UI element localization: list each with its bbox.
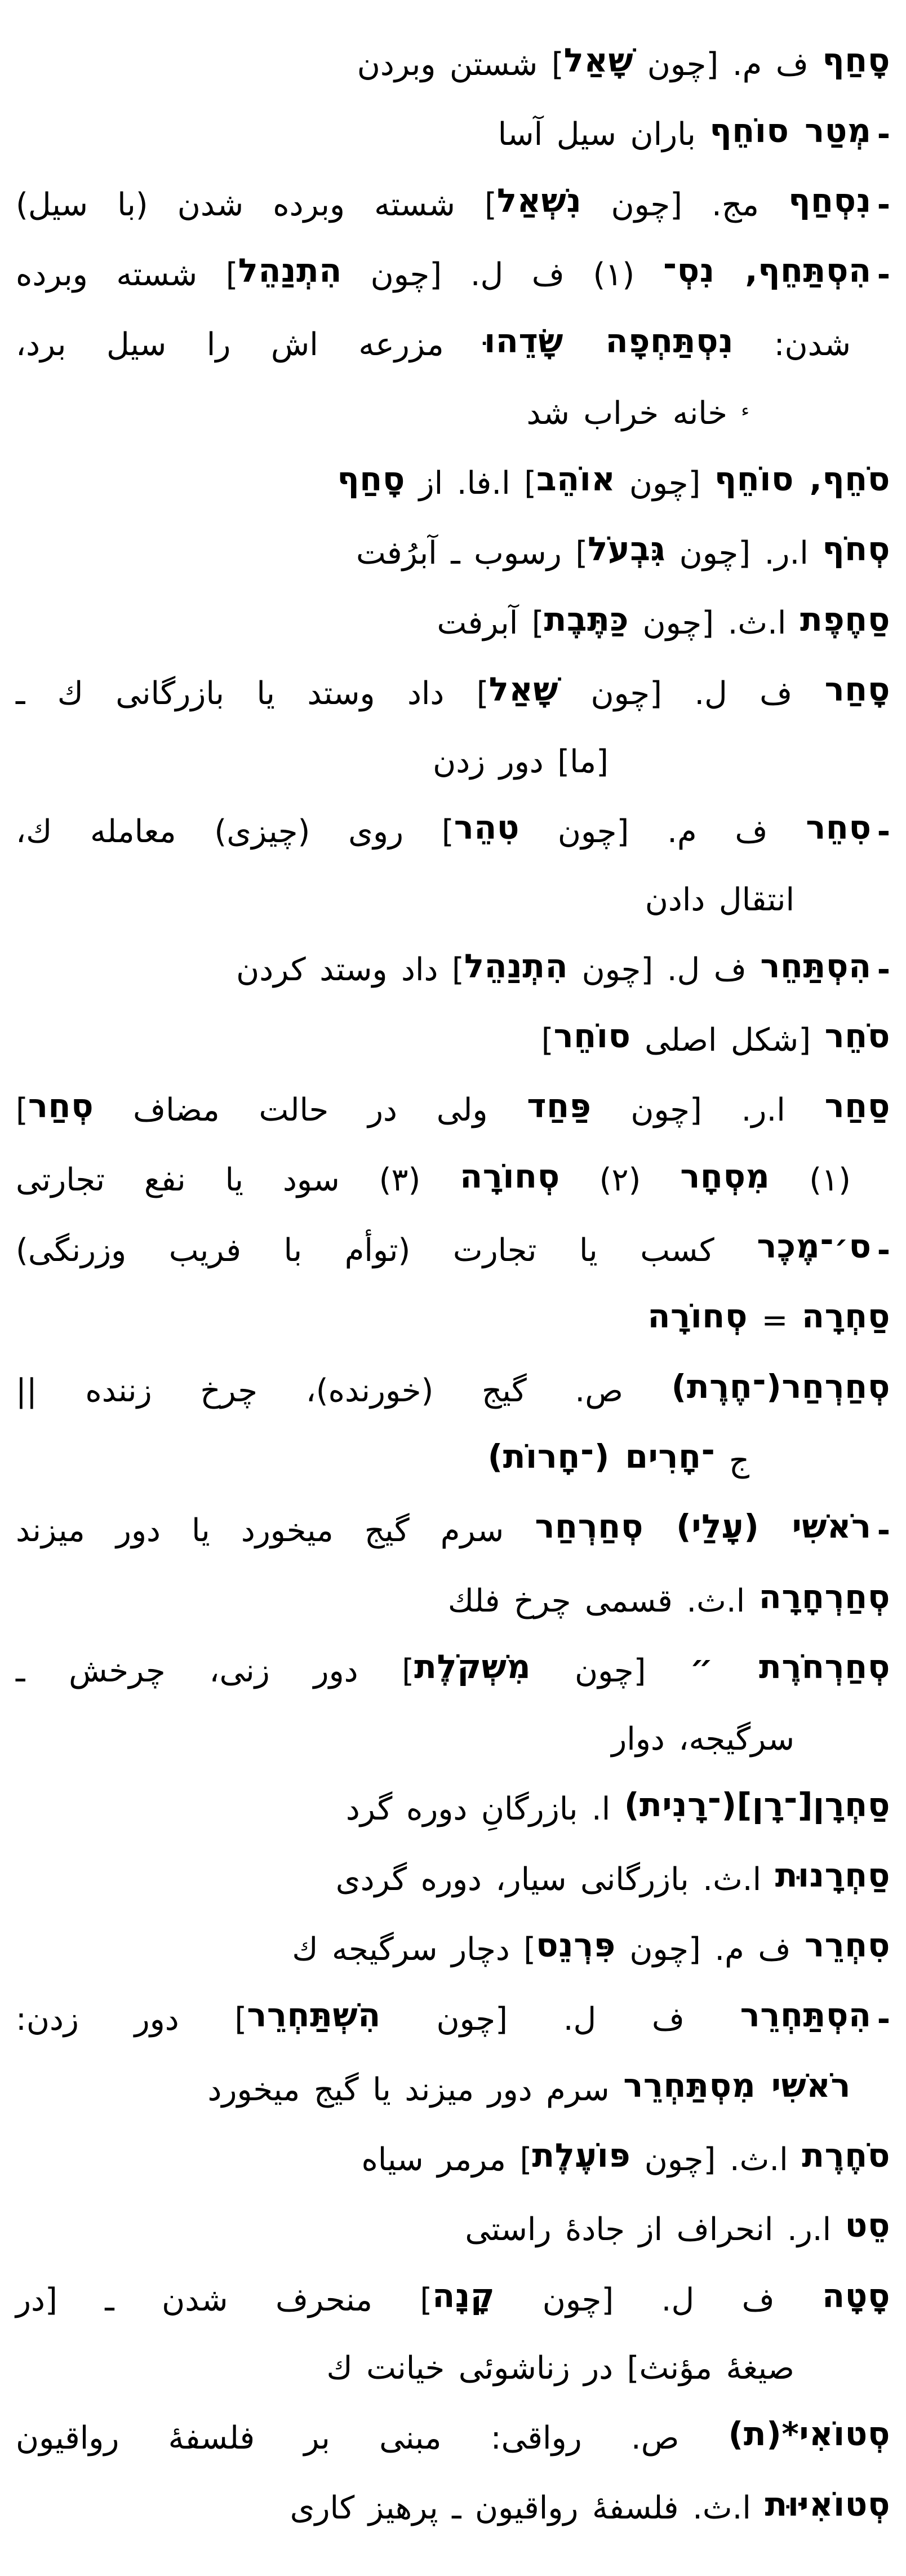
dictionary-line <box>16 458 890 507</box>
persian-text: ف ل. [چون <box>380 2001 740 2038</box>
hebrew-text: נִסְחַף <box>788 181 872 220</box>
dictionary-line <box>16 1646 890 1695</box>
hebrew-text: מְטַר סוֹחֵף <box>709 111 872 150</box>
persian-text: باران سيل آسا <box>498 116 710 153</box>
persian-text: (۱) ف ل. [چون <box>341 256 663 294</box>
persian-text: ] رسوب ـ آبرُفت <box>356 535 588 572</box>
hebrew-text: טִהֵר <box>454 808 520 847</box>
hebrew-text: סוֹחֵר <box>553 1016 631 1055</box>
persian-text: ف ل. [چون <box>558 675 825 712</box>
persian-text: ا.ث. بازرگانى سيار، دوره گردى <box>335 1861 775 1898</box>
persian-text: ] داد وستد كردن <box>236 951 464 989</box>
dictionary-line <box>16 180 890 229</box>
dictionary-line <box>16 320 890 369</box>
persian-text: خانه خراب شد <box>526 395 741 432</box>
persian-text: ] آبرفت <box>437 605 544 642</box>
entry-dash-marker: - <box>877 186 891 223</box>
hebrew-text: סְחֹף <box>822 530 890 569</box>
dictionary-line <box>16 2065 890 2114</box>
dictionary-line <box>16 1436 890 1485</box>
hebrew-text: סָחַף <box>822 41 890 80</box>
persian-text: (۱) <box>770 1162 851 1199</box>
hebrew-text: סְטוֹאִיּוּת <box>765 2485 890 2524</box>
hebrew-text: סָחַר <box>824 670 890 709</box>
hebrew-text: סֹחֶרֶת <box>802 2136 890 2175</box>
hebrew-text: ־חָרִים (־חָרוֹת) <box>487 1437 716 1476</box>
persian-text: (۲) <box>559 1162 681 1199</box>
dictionary-line <box>16 1155 890 1204</box>
hebrew-text: הִסְתַּחֵף, נִסְ־ <box>663 251 872 290</box>
hebrew-text: שָׁאַל <box>488 670 559 709</box>
dictionary-line <box>16 1576 890 1625</box>
persian-text: ] <box>16 1092 28 1129</box>
dictionary-line <box>16 1015 890 1064</box>
hebrew-text: הִסְתַּחְרֵר <box>740 1996 872 2035</box>
dictionary-line <box>16 390 890 437</box>
hebrew-text: סִחֵר <box>806 808 872 847</box>
persian-text: ا.ر. [چون <box>591 1092 825 1129</box>
hebrew-text: סְחַר <box>28 1087 94 1126</box>
dictionary-line <box>16 39 890 88</box>
hebrew-text: סְחַרְחָרָה <box>758 1577 890 1616</box>
persian-text: سرم دور ميزند يا گيج ميخورد <box>207 2071 624 2108</box>
dictionary-line <box>16 2135 890 2184</box>
dictionary-line <box>16 1295 890 1344</box>
hebrew-text: כַּתֶּבֶת <box>544 600 629 639</box>
persian-text: [چون <box>615 464 714 502</box>
hebrew-text: נִשְׁאַל <box>496 181 582 220</box>
persian-text: ] روى (چيزى) معامله ك، <box>16 813 454 851</box>
dictionary-line <box>16 807 890 856</box>
entry-dash-marker: - <box>877 951 890 989</box>
hebrew-text: סַחַר <box>824 1087 890 1126</box>
persian-text: صيغهٔ مؤنث] در زناشوئى خيانت ك <box>326 2349 794 2387</box>
persian-text: ] دور زدن: <box>16 2001 247 2038</box>
entry-dash-marker: - <box>877 1232 890 1269</box>
persian-text: ف م. [چون <box>519 813 806 851</box>
persian-text: ا.ر. انحراف از جادهٔ راستى <box>465 2211 845 2249</box>
persian-text: ا. بازرگانِ دوره گرد <box>345 1791 624 1828</box>
dictionary-line <box>16 1924 890 1973</box>
dictionary-line <box>16 1366 890 1415</box>
persian-text: ف م. [چون <box>633 46 823 83</box>
entry-dash-marker: - <box>877 2001 890 2038</box>
persian-text: ] شسته وبرده <box>16 256 238 294</box>
persian-text: ا.ث. قسمى چرخ فلك <box>447 1582 759 1619</box>
small-mark: ء <box>741 400 749 421</box>
entry-dash-marker: - <box>877 1512 890 1550</box>
persian-text: مزرعه اش را سيل برد، <box>16 326 485 364</box>
dictionary-line <box>16 1716 890 1763</box>
persian-text: [ما] دور زدن <box>433 743 609 781</box>
dictionary-line <box>16 2413 890 2462</box>
hebrew-text: שָׁאַל <box>563 41 634 80</box>
hebrew-text: סַחְרָה <box>802 1297 890 1336</box>
hebrew-text: ס׳־מֶכֶר <box>757 1227 872 1265</box>
entry-dash-marker: - <box>877 256 890 294</box>
dictionary-line <box>16 1225 890 1274</box>
persian-text: مج. [چون <box>581 186 789 223</box>
dictionary-line <box>16 945 890 994</box>
persian-text: ف ل. [چون <box>568 951 761 989</box>
persian-text: (۳) سود يا نفع تجارتى <box>16 1162 460 1199</box>
persian-text: ] منحرف شدن ـ [در <box>16 2281 433 2318</box>
persian-text: ا.ر. [چون <box>665 535 823 572</box>
dictionary-line <box>16 1994 890 2043</box>
hebrew-text: הִשְׁתַּחְרֵר <box>247 1996 381 2035</box>
hebrew-text: מִשְׁקֹלֶת <box>414 1648 531 1687</box>
persian-text: = <box>748 1302 802 1339</box>
dictionary-line <box>16 1506 890 1555</box>
hebrew-text: הִתְנַהֵל <box>464 946 569 985</box>
dictionary-line <box>16 2345 890 2392</box>
entry-dash-marker: - <box>877 116 890 153</box>
persian-text: ] شسته وبرده شدن (با سيل) <box>16 186 497 223</box>
hebrew-text: פַּחַד <box>527 1087 592 1126</box>
hebrew-text: סֹחֵר <box>824 1016 890 1055</box>
dictionary-line <box>16 738 890 786</box>
dictionary-line <box>16 109 890 158</box>
dictionary-line <box>16 1784 890 1833</box>
hebrew-text: רֹאשִׁי מִסְתַּחְרֵר <box>623 2066 851 2105</box>
persian-text: كسب يا تجارت (توأم با فريب وزرنگى) <box>16 1232 757 1269</box>
hebrew-text: הִתְנַהֵל <box>238 251 342 290</box>
hebrew-text: אוֹהֵב <box>536 459 616 498</box>
dictionary-line <box>16 2483 890 2532</box>
hebrew-text: סָטָה <box>822 2276 890 2315</box>
persian-text: [شكل اصلى <box>630 1021 825 1059</box>
persian-text: ولى در حالت مضاف <box>94 1092 527 1129</box>
persian-text: ج <box>715 1442 749 1479</box>
persian-text: شدن: <box>734 326 851 364</box>
hebrew-text: פּוֹעֶלֶת <box>532 2136 631 2175</box>
persian-text: ] شستن وبردن <box>357 46 564 83</box>
hebrew-text: סְחַרְחַר(־חֶרֶת) <box>671 1367 890 1406</box>
hebrew-text: סָחַף <box>337 459 406 498</box>
hebrew-text: פִּרְנֵס <box>536 1926 616 1965</box>
dictionary-line <box>16 598 890 647</box>
hebrew-text: סַחֶפֶת <box>800 600 890 639</box>
persian-text: ف م. [چون <box>615 1931 805 1968</box>
hebrew-text: סְטוֹאִי*(ת) <box>728 2415 890 2454</box>
hebrew-text: קָנָה <box>432 2276 495 2315</box>
persian-text: ا.ث. فلسفهٔ رواقيون ـ پرهيز كارى <box>290 2490 765 2527</box>
persian-text: ] <box>541 1021 554 1059</box>
hebrew-text: סְחוֹרָה <box>460 1157 560 1196</box>
persian-text: سرگيجه، دوار <box>611 1721 794 1758</box>
persian-text: ] دچار سرگيجه ك <box>292 1931 536 1968</box>
dictionary-line <box>16 2205 890 2254</box>
persian-text: سرم گيج ميخورد يا دور ميزند <box>16 1512 535 1550</box>
hebrew-text: סְחוֹרָה <box>647 1297 748 1336</box>
hebrew-text: סִחְרֵר <box>804 1926 890 1965</box>
persian-text: انتقال دادن <box>645 882 794 919</box>
hebrew-text: נִסְתַּחְפָה שָׂדֵהוּ <box>484 321 734 360</box>
hebrew-text: סַחְרָן[־רָן](־רָנִית) <box>624 1786 890 1825</box>
persian-text: ] دور زنى، چرخش ـ <box>16 1652 415 1689</box>
hebrew-text: הִסְתַּחֵר <box>760 946 872 985</box>
dictionary-line <box>16 2275 890 2324</box>
persian-text: ا.ث. [چون <box>629 605 800 642</box>
hebrew-text: גִּבְעֹל <box>588 530 666 569</box>
dictionary-line <box>16 877 890 924</box>
hebrew-text: רֹאשִׁי (עָלַי) סְחַרְחַר <box>535 1507 872 1546</box>
persian-text: [چون <box>531 1652 690 1689</box>
dictionary-line <box>16 1085 890 1134</box>
persian-text: ] مرمر سياه <box>361 2141 532 2178</box>
persian-text: ص. رواقى: مبنى بر فلسفهٔ رواقيون <box>16 2419 729 2457</box>
persian-text: ] ا.فا. از <box>405 464 537 502</box>
persian-text: ص. گيج (خورنده)، چرخ زننده || <box>16 1372 672 1409</box>
hebrew-text: סֵט <box>845 2206 890 2245</box>
dictionary-line <box>16 528 890 577</box>
dictionary-line <box>16 669 890 718</box>
persian-text: ] داد وستد يا بازرگانى ك ـ <box>16 675 489 712</box>
hebrew-text: סֹחֵף, סוֹחֵף <box>714 459 890 498</box>
dictionary-line <box>16 250 890 299</box>
hebrew-text: מִסְחָר <box>680 1157 770 1196</box>
hebrew-text: סְחַרְחֹרֶת ״ <box>690 1648 890 1687</box>
hebrew-text: סַחְרָנוּת <box>775 1856 890 1895</box>
persian-text: ا.ث. [چون <box>630 2141 802 2178</box>
dictionary-line <box>16 1854 890 1904</box>
entry-dash-marker: - <box>877 813 890 851</box>
persian-text: ف ل. [چون <box>495 2281 823 2318</box>
